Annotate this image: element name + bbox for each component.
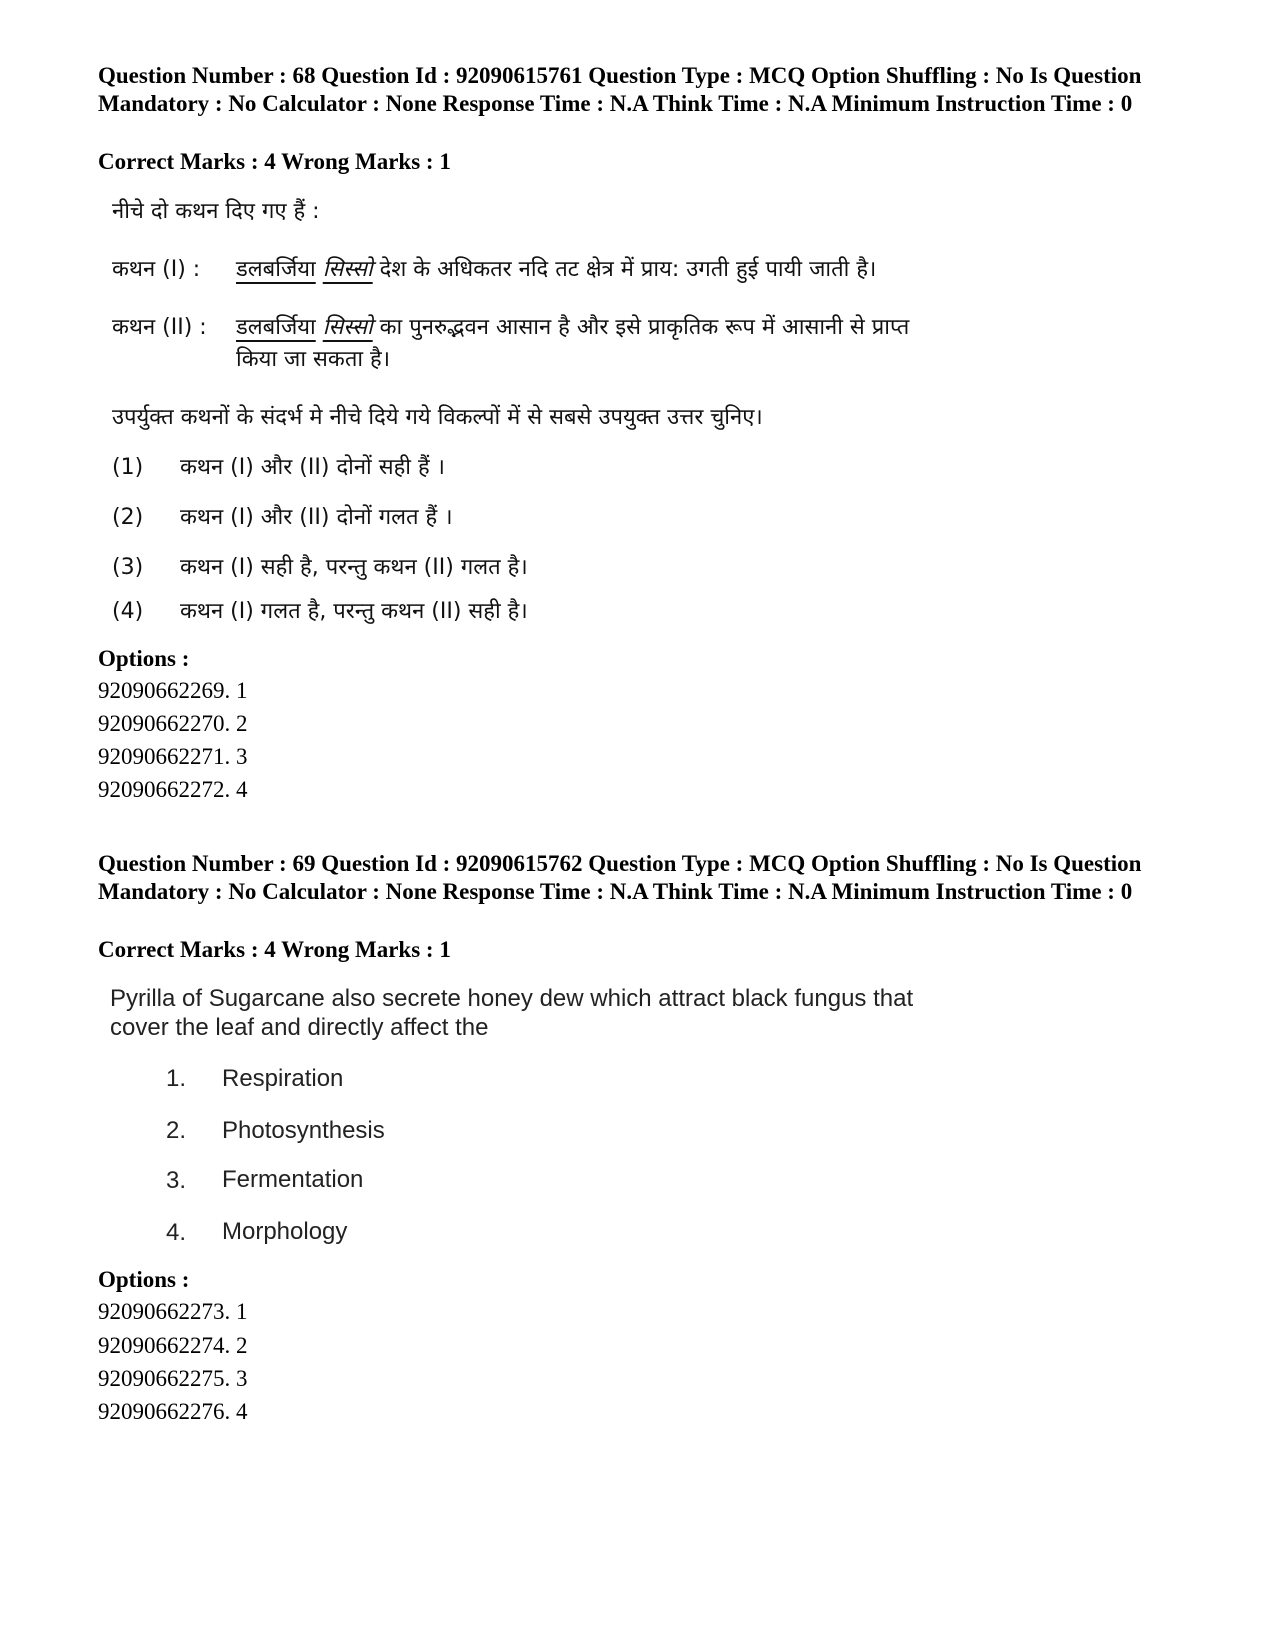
statement-2-term: डलबर्जिया <box>236 315 316 340</box>
question-68-marks: Correct Marks : 4 Wrong Marks : 1 <box>98 149 451 174</box>
choice-number: (4) <box>112 599 144 624</box>
choice-text: Respiration <box>222 1065 344 1092</box>
question-69-text-line-2: cover the leaf and directly affect the <box>110 1014 489 1041</box>
choice-number: (1) <box>112 455 144 480</box>
statement-2-text <box>236 312 909 344</box>
question-69-text-line-1: Pyrilla of Sugarcane also secrete honey dew which attract black fungus that <box>110 985 914 1012</box>
statement-1-term: डलबर्जिया <box>236 257 316 282</box>
question-68-image <box>98 190 1098 635</box>
question-69-options-title: Options : <box>98 1267 190 1292</box>
statement-2-label: कथन (II) : <box>112 315 207 340</box>
option-row: 92090662274. 2 <box>98 1333 248 1358</box>
question-68-intro: नीचे दो कथन दिए गए हैं : <box>112 199 320 224</box>
statement-1-text <box>236 254 876 286</box>
choice-number: (3) <box>112 555 144 580</box>
choice-text: Morphology <box>222 1218 348 1245</box>
option-row: 92090662273. 1 <box>98 1299 248 1324</box>
question-69-image <box>98 980 978 1252</box>
option-row: 92090662271. 3 <box>98 744 248 769</box>
statement-2-body: का पुनरुद्भवन आसान है और इसे प्राकृतिक रूप में आसानी से प्राप्त <box>379 315 910 340</box>
statement-1-species: सिस्सो <box>322 257 373 282</box>
statement-1-label: कथन (I) : <box>112 257 201 282</box>
choice-text: कथन (I) सही है, परन्तु कथन (II) गलत है। <box>180 555 528 580</box>
choice-number: 3. <box>166 1167 187 1194</box>
option-row: 92090662276. 4 <box>98 1399 248 1424</box>
option-row: 92090662270. 2 <box>98 711 248 736</box>
choice-number: (2) <box>112 505 144 530</box>
option-row: 92090662272. 4 <box>98 777 248 802</box>
choice-text: कथन (I) और (II) दोनों गलत हैं । <box>180 505 453 530</box>
choice-number: 1. <box>166 1065 187 1092</box>
statement-2-continuation: किया जा सकता है। <box>236 347 391 372</box>
question-68-header: Question Number : 68 Question Id : 92090615761 Question Type : MCQ Option Shuffling : No Is Question Mandatory : No Calculator : None Response Time : N.A Think Time : N.A Minimum Instruction Time : 0 <box>98 63 1142 116</box>
question-68-options-title: Options : <box>98 646 190 671</box>
statement-1-body: देश के अधिकतर नदि तट क्षेत्र में प्राय: उगती हुई पायी जाती है। <box>379 257 877 282</box>
option-row: 92090662269. 1 <box>98 678 248 703</box>
question-68-instruction: उपर्युक्त कथनों के संदर्भ मे नीचे दिये गये विकल्पों में से सबसे उपयुक्त उत्तर चुनिए। <box>112 405 763 430</box>
choice-text: कथन (I) गलत है, परन्तु कथन (II) सही है। <box>180 599 528 624</box>
choice-text: Photosynthesis <box>222 1117 385 1144</box>
choice-number: 4. <box>166 1219 187 1246</box>
statement-2-species: सिस्सो <box>322 315 373 340</box>
choice-number: 2. <box>166 1117 187 1144</box>
choice-text: Fermentation <box>222 1166 364 1193</box>
question-69-marks: Correct Marks : 4 Wrong Marks : 1 <box>98 937 451 962</box>
question-69-header: Question Number : 69 Question Id : 92090615762 Question Type : MCQ Option Shuffling : No Is Question Mandatory : No Calculator : None Response Time : N.A Think Time : N.A Minimum Instruction Time : 0 <box>98 851 1142 904</box>
choice-text: कथन (I) और (II) दोनों सही हैं । <box>180 455 445 480</box>
option-row: 92090662275. 3 <box>98 1366 248 1391</box>
